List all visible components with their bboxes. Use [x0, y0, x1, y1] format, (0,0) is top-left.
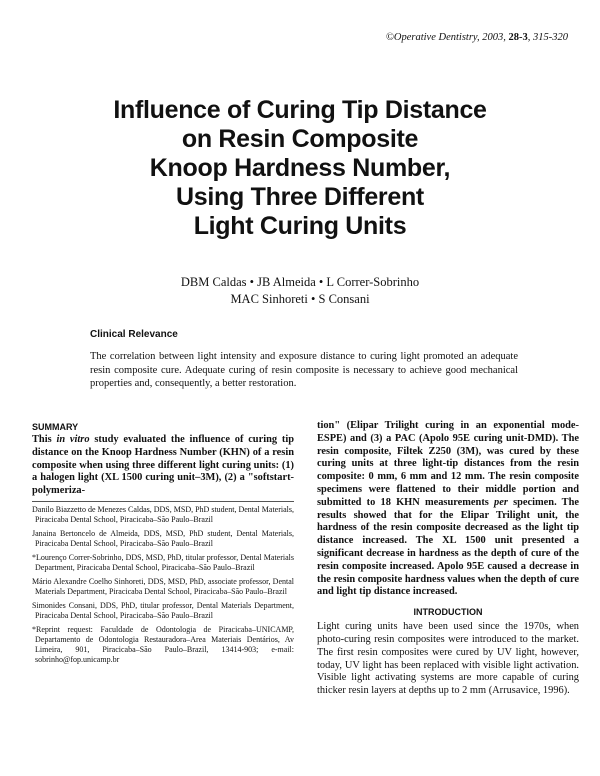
summary-text: [32, 434, 294, 498]
journal-volume-issue: 28-3: [508, 32, 528, 43]
in-vitro-term: in vitro: [56, 434, 90, 445]
footnote-divider: [32, 501, 294, 502]
title-line: on Resin Composite: [181, 125, 419, 153]
author-line: DBM Caldas • JB Almeida • L Correr-Sobrinho: [180, 275, 420, 289]
author-line: MAC Sinhoreti • S Consani: [230, 292, 370, 306]
footnote-reprint-request: *Reprint request: Faculdade de Odontologia de Piracicaba–UNICAMP, Departamento de Odontologia Restauradora–Area Materiais Dentários, Av Limeira, 901, Piracicaba–São Paulo–Brazil, 13414-903; e-mail: sobrinho@fop.unicamp.br: [32, 624, 294, 664]
footnote-author: Danilo Biazzetto de Menezes Caldas, DDS, MSD, PhD student, Dental Materials, Piracicaba Dental School, Piracicaba–São Paulo–Brazil: [32, 504, 294, 524]
summary-lead: This: [32, 434, 57, 445]
author-list: [40, 274, 560, 308]
title-line: Light Curing Units: [193, 212, 407, 240]
summary-right-body-2: specimen. The results showed that for the Elipar Trilight unit, the hardness of the resin composite decreased as the light tip distance increased. The XL 1500 unit presented a significant decrease in hardness as the depth of cure of the resin composite increased. Apolo 95E caused a decrease in the resin composite hardness values when the depth of cure and light tip distance increased.: [317, 496, 579, 598]
journal-reference: ©Operative Dentistry, 2003, 28-3, 315-320: [385, 32, 568, 43]
left-column: [32, 422, 294, 669]
footnote-author: Simonides Consani, DDS, PhD, titular professor, Dental Materials Department, Piracicaba Dental School, Piracicaba–São Paulo–Brazil: [32, 600, 294, 620]
summary-right-body-1: tion" (Elipar Trilight curing in an exponential mode-ESPE) and (3) a PAC (Apolo 95E curing unit-DMD). The resin composite, Filtek Z250 (3M), was cured by these curing units at three light-tip distances from the resin composite: 0 mm, 6 mm and 12 mm. The resin composite specimens were flattened to their middle portion and submitted to 18 KHN measurements: [317, 420, 579, 508]
per-term: per: [494, 496, 508, 508]
summary-heading: SUMMARY: [32, 422, 79, 432]
title-line: Knoop Hardness Number,: [149, 154, 451, 182]
clinical-relevance-heading: Clinical Relevance: [90, 329, 178, 340]
title-line: Using Three Different: [176, 183, 424, 211]
title-line: Influence of Curing Tip Distance: [113, 96, 487, 124]
article-title: [40, 96, 560, 241]
introduction-heading: INTRODUCTION: [413, 607, 483, 618]
footnote-author: Janaina Bertoncelo de Almeida, DDS, MSD, PhD student, Dental Materials, Piracicaba Dental School, Piracicaba–São Paulo–Brazil: [32, 528, 294, 548]
right-column: [317, 420, 579, 698]
introduction-text: Light curing units have been used since the 1970s, when photo-curing resin composites were introduced to the market. The first resin composites were cured by UV light, however, today, UV light has been replaced with visible light activation. Visible light activating systems are more capable of curing thicker resin layers at depths up to 2 mm (Arrusavice, 1996).: [317, 621, 579, 697]
summary-left-body: study evaluated the influence of curing tip distance on the Knoop Hardness Number (KHN) of a resin composite when using three different light curing units: (1) a halogen light (XL 1500 curing unit–3M), (2) a "softstart-polymeriza-: [32, 434, 294, 497]
clinical-relevance-text: The correlation between light intensity and exposure distance to curing light promoted an adequate resin composite cure. Adequate curing of resin composite is necessary to achieve good mechanical properties and, consequently, a better restoration.: [90, 351, 518, 390]
journal-name: Operative Dentistry: [393, 32, 477, 43]
journal-year: 2003: [482, 32, 504, 43]
journal-pages: 315-320: [533, 32, 568, 43]
footnote-author: Mário Alexandre Coelho Sinhoreti, DDS, MSD, PhD, associate professor, Dental Materials Department, Piracicaba Dental School, Piracicaba–São Paulo–Brazil: [32, 576, 294, 596]
summary-continued: [317, 420, 579, 599]
footnote-author: *Lourenço Correr-Sobrinho, DDS, MSD, PhD, titular professor, Dental Materials Department, Piracicaba Dental School, Piracicaba–São Paulo–Brazil: [32, 552, 294, 572]
